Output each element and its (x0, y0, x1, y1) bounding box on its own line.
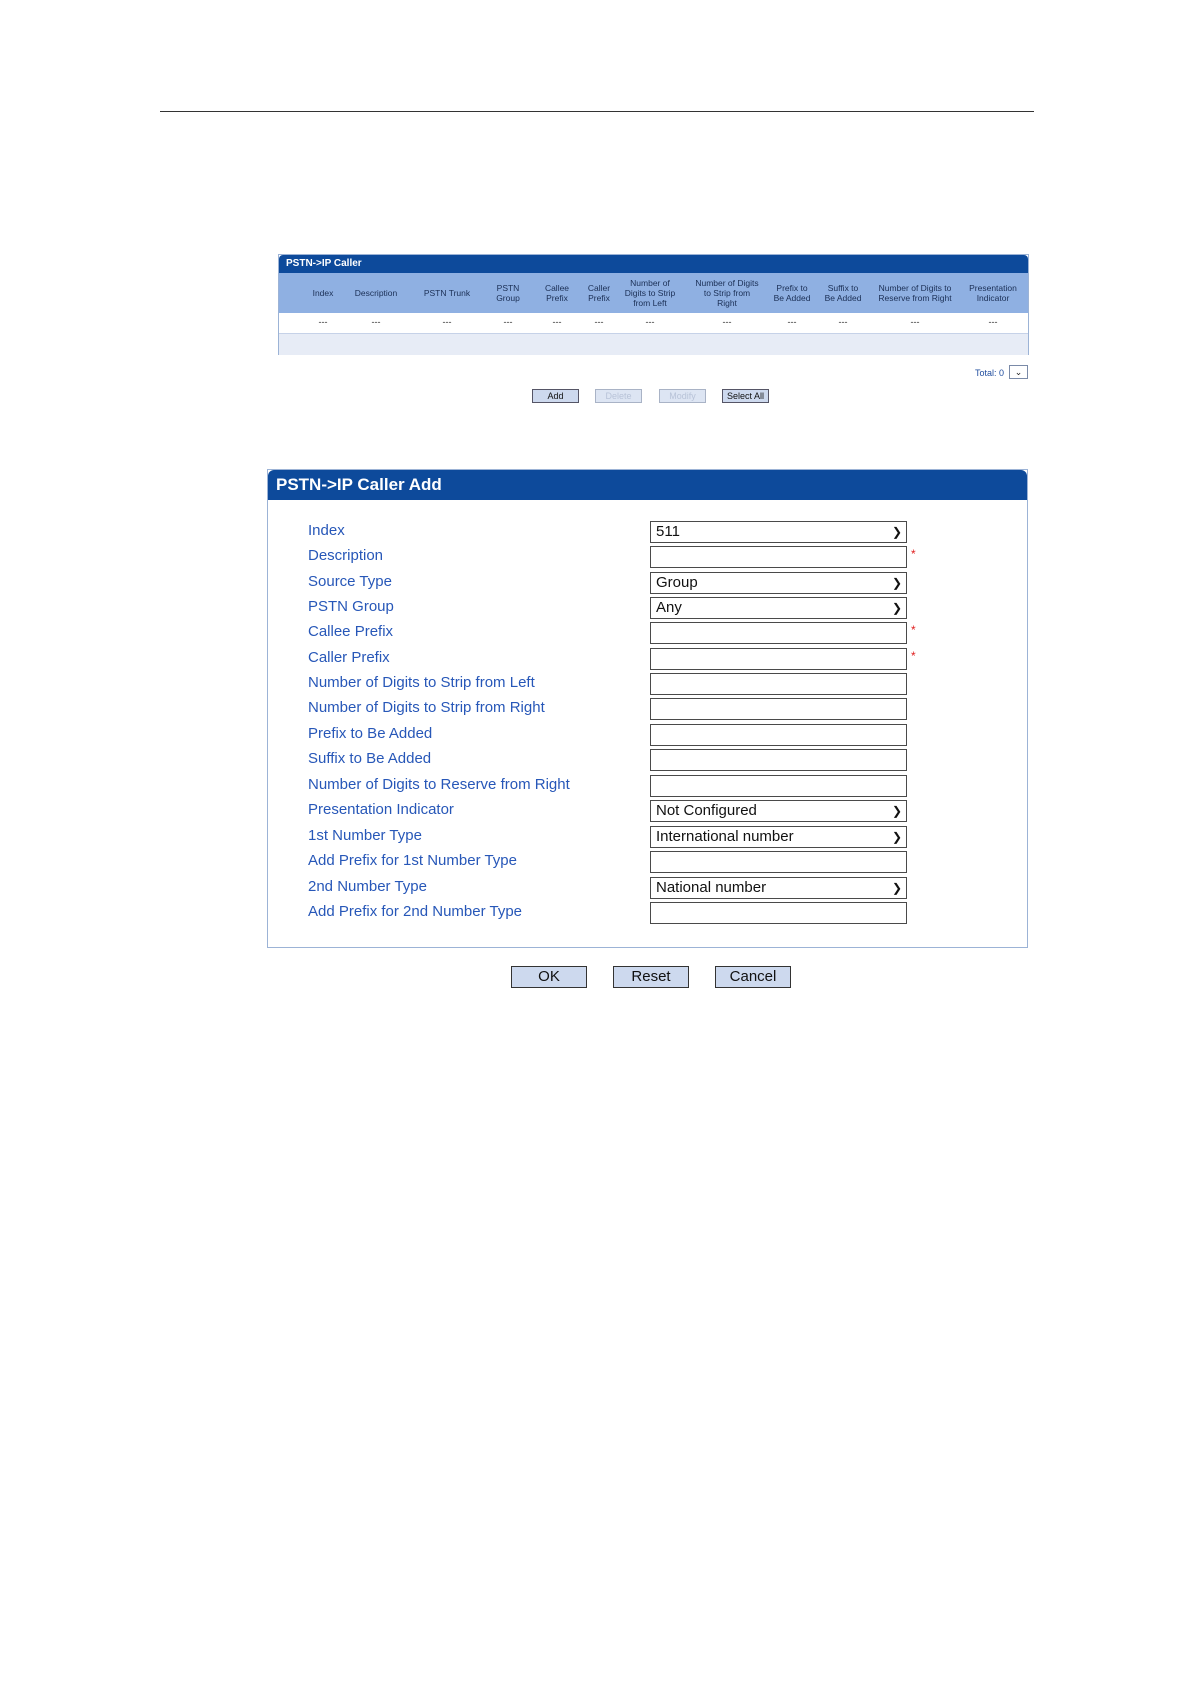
cell-suffix-added: --- (838, 317, 848, 327)
presentation-indicator-select[interactable] (650, 800, 907, 822)
label-prefix-2nd-number-type: Add Prefix for 2nd Number Type (308, 903, 522, 920)
cell-strip-right: --- (722, 317, 732, 327)
source-type-value: Group (656, 574, 698, 591)
1st-number-type-select[interactable] (650, 826, 907, 848)
label-suffix-added: Suffix to Be Added (308, 750, 432, 767)
chevron-down-icon: ❯ (891, 601, 902, 615)
column-header-index[interactable]: Index (312, 288, 334, 298)
required-mark: * (911, 649, 916, 663)
column-header-caller-prefix[interactable]: Caller Prefix (587, 283, 611, 303)
label-2nd-number-type: 2nd Number Type (308, 878, 427, 895)
label-1st-number-type: 1st Number Type (308, 827, 422, 844)
callee-prefix-input[interactable] (650, 622, 907, 644)
column-header-strip-right[interactable]: Number of Digits to Strip from Right (695, 278, 759, 308)
chevron-down-icon: ❯ (891, 525, 902, 539)
prefix-added-input[interactable] (650, 724, 907, 746)
list-footer (279, 333, 1028, 355)
chevron-down-icon: ❯ (891, 830, 902, 844)
cell-reserve-right: --- (910, 317, 920, 327)
cancel-button[interactable]: Cancel (715, 966, 791, 988)
pstn-group-value: Any (656, 599, 682, 616)
label-prefix-1st-number-type: Add Prefix for 1st Number Type (308, 852, 517, 869)
cell-strip-left: --- (645, 317, 655, 327)
pstn-group-select[interactable] (650, 597, 907, 619)
chevron-down-icon: ❯ (891, 804, 902, 818)
label-reserve-right: Number of Digits to Reserve from Right (308, 776, 570, 793)
label-callee-prefix: Callee Prefix (308, 623, 394, 640)
strip-right-input[interactable] (650, 698, 907, 720)
cell-callee-prefix: --- (552, 317, 562, 327)
list-header (279, 273, 1028, 313)
cell-presentation: --- (988, 317, 998, 327)
total-count: Total: 0 (975, 368, 1005, 378)
cell-description: --- (371, 317, 381, 327)
required-mark: * (911, 547, 916, 561)
cell-index: --- (318, 317, 328, 327)
list-title: PSTN->IP Caller (279, 255, 1028, 273)
cell-pstn-group: --- (503, 317, 513, 327)
column-header-suffix-added[interactable]: Suffix to Be Added (824, 283, 862, 303)
cell-prefix-added: --- (787, 317, 797, 327)
label-index: Index (308, 522, 345, 539)
ok-button[interactable]: OK (511, 966, 587, 988)
column-header-callee-prefix[interactable]: Callee Prefix (544, 283, 570, 303)
page-select[interactable] (1009, 365, 1028, 379)
column-header-description[interactable]: Description (354, 288, 398, 298)
2nd-number-type-value: National number (656, 879, 767, 896)
label-strip-left: Number of Digits to Strip from Left (308, 674, 535, 691)
label-presentation-indicator: Presentation Indicator (308, 801, 454, 818)
form-title: PSTN->IP Caller Add (268, 470, 1027, 500)
label-caller-prefix: Caller Prefix (308, 649, 390, 666)
column-header-prefix-added[interactable]: Prefix to Be Added (773, 283, 811, 303)
cell-caller-prefix: --- (594, 317, 604, 327)
add-button[interactable]: Add (532, 389, 579, 403)
cell-pstn-trunk: --- (442, 317, 452, 327)
source-type-select[interactable] (650, 572, 907, 594)
suffix-added-input[interactable] (650, 749, 907, 771)
column-header-pstn-group[interactable]: PSTN Group (496, 283, 520, 303)
prefix-2nd-number-type-input[interactable] (650, 902, 907, 924)
label-source-type: Source Type (308, 573, 392, 590)
select-all-button[interactable]: Select All (722, 389, 769, 403)
label-prefix-added: Prefix to Be Added (308, 725, 433, 742)
strip-left-input[interactable] (650, 673, 907, 695)
column-header-presentation[interactable]: Presentation Indicator (969, 283, 1017, 303)
caller-prefix-input[interactable] (650, 648, 907, 670)
presentation-indicator-value: Not Configured (656, 802, 757, 819)
reset-button[interactable]: Reset (613, 966, 689, 988)
index-select[interactable] (650, 521, 907, 543)
prefix-1st-number-type-input[interactable] (650, 851, 907, 873)
2nd-number-type-select[interactable] (650, 877, 907, 899)
modify-button[interactable]: Modify (659, 389, 706, 403)
chevron-down-icon: ⌄ (1014, 367, 1023, 377)
column-header-reserve-right[interactable]: Number of Digits to Reserve from Right (878, 283, 952, 303)
column-header-pstn-trunk[interactable]: PSTN Trunk (423, 288, 471, 298)
column-header-strip-left[interactable]: Number of Digits to Strip from Left (624, 278, 676, 308)
reserve-right-input[interactable] (650, 775, 907, 797)
caller-list-panel (278, 254, 1029, 355)
label-description: Description (308, 547, 384, 564)
chevron-down-icon: ❯ (891, 881, 902, 895)
required-mark: * (911, 623, 916, 637)
delete-button[interactable]: Delete (595, 389, 642, 403)
description-input[interactable] (650, 546, 907, 568)
index-select-value: 511 (656, 523, 680, 540)
table-row[interactable] (279, 313, 1028, 333)
caller-add-form (267, 469, 1028, 948)
chevron-down-icon: ❯ (891, 576, 902, 590)
label-strip-right: Number of Digits to Strip from Right (308, 699, 545, 716)
1st-number-type-value: International number (656, 828, 794, 845)
page-top-rule (160, 111, 1034, 112)
label-pstn-group: PSTN Group (308, 598, 394, 615)
